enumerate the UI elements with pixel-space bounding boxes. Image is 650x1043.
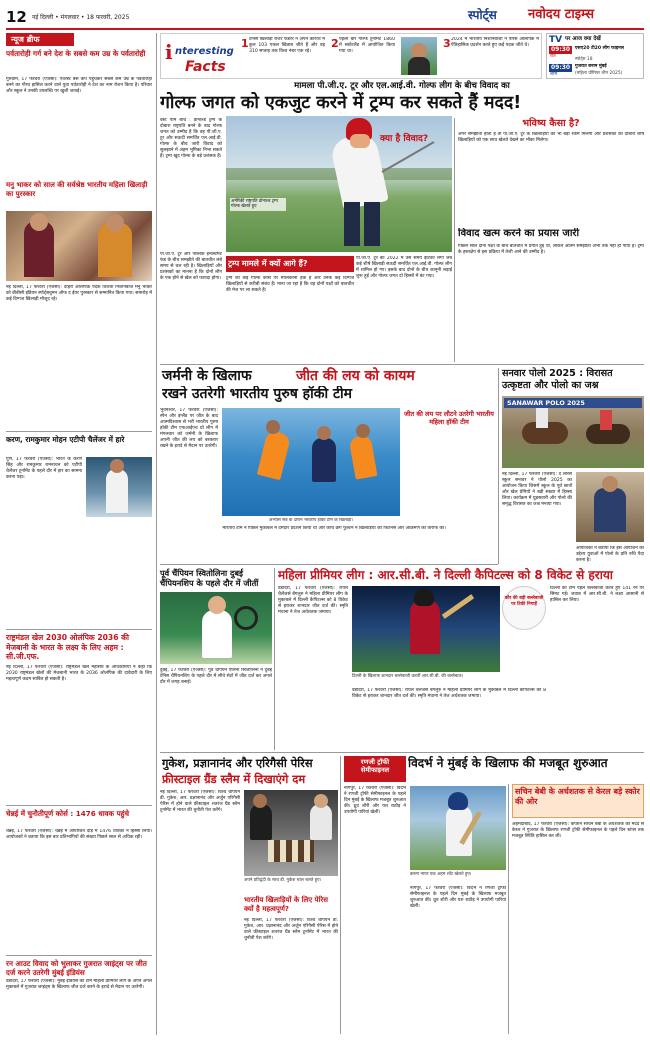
chess-headline-2: फ्रीस्टाइल ग्रैंड स्लैम में दिखाएंगे दम [162, 772, 306, 786]
hockey-photo [222, 408, 400, 516]
fact-number: 1 [241, 37, 249, 50]
brief-headline: रन आउट विवाद को भुलाकर गुजरात जाइंट्स पर जीत दर्ज करने उतरेगी मुंबई इंडियंस [6, 959, 147, 977]
chess-body-2: नई दिल्ली, 17 फरवरी (एजेंसी): विश्व चैंपियन डी. गुकेश, आर. प्रज्ञानानंद और अर्जुन एरिगैसी पेरिस में होने वाले फ्रीस्टाइल शतरंज ग्रैंड स्लैम टूर्नामेंट में भारत की चुनौती पेश करेंगे। [244, 918, 338, 941]
what-is-dispute-body: पी.जी.ए. टूर को 2022 में उस समय झटका लगा जब कई शीर्ष खिलाड़ी सऊदी समर्थित एल.आई.वी. गोल्फ लीग में शामिल हो गए। इसके बाद दोनों के बीच कानूनी लड़ाई शुरू हुई और गोल्फ जगत दो हिस्सों में बंट गया। [356, 256, 452, 279]
chess-photo [244, 790, 338, 876]
tv-label: TV [549, 35, 563, 45]
page-number: 12 [6, 8, 27, 26]
end-title: विवाद खत्म करने का प्रयास जारी [458, 228, 580, 239]
karan-singh-photo [86, 457, 152, 517]
ranji-body: नागपुर, 17 फरवरी (एजेंसी): विदर्भ ने रणजी ट्रॉफी सेमीफाइनल के पहले दिन मुंबई के खिलाफ मजबूत शुरुआत की। ध्रुव शौरी और यश राठौड़ ने उपयोगी पारियां खेलीं। [344, 786, 406, 815]
fact-text: 2024 में भारतीय निशानेबाजों ने पेरिस ओलंपिक में ऐतिहासिक प्रदर्शन करते हुए कई पदक जीते थे। [451, 37, 539, 48]
polo-body-2: आयोजकों ने बताया कि इस आयोजन का उद्देश्य युवाओं में पोलो के प्रति रुचि पैदा करना है। [576, 546, 644, 563]
tv-guide [546, 33, 644, 79]
polo-body: नई दिल्ली, 17 फरवरी (एजेंसी): द लॉरेंस स्कूल सनावर ने पोलो 2025 का आयोजन किया जिसमें स्कूल के पूर्व छात्रों और खेल प्रेमियों ने बड़ी संख्या में हिस्सा लिया। कार्यक्रम में घुड़सवारी और पोलो की समृद्ध विरासत का जश्न मनाया गया। [502, 472, 572, 507]
hockey-caption: अभ्यास सत्र के दौरान भारतीय हॉकी टीम के खिलाड़ी। [268, 518, 354, 523]
ranji-headline: विदर्भ ने मुंबई के खिलाफ की मजबूत शुरुआत [408, 756, 608, 770]
hockey-body-2: भारतीय टीम ने पिछले मुकाबले में दमदार प्रदर्शन किया था और कोच क्रेग फुल्टन ने खिलाड़ियों की फिटनेस और आक्रमण की तारीफ की। [222, 526, 446, 531]
ranji-photo [410, 786, 506, 870]
golf-kicker: मामला पी.जी.ए. टूर और एल.आई.वी. गोल्फ लीग के बीच विवाद का [294, 81, 510, 91]
brief-body: गुरुग्राम, 17 फरवरी (एजेंसी): एवरेस्ट बेस कैंप पहुंचकर सबसे कम उम्र के पर्वतारोही बनने का गौरव हासिल करने वाले युवा पर्वतारोही ने देश का नाम रोशन किया है। परिवार और स्कूल ने उनकी उपलब्धि पर खुशी जताई। [6, 77, 152, 94]
brief-headline: करण, रामकुमार मोहन एटीपी चैलेंजर में हारे [6, 435, 125, 444]
dubai-body: दुबई, 17 फरवरी (एजेंसी): पूर्व चैंपियन एलिना स्वितोलिना ने दुबई टेनिस चैंपियनशिप के पहले दौर में सीधे सेटों में जीत दर्ज कर अगले दौर में जगह बनाई। [160, 668, 272, 685]
fact-number: 3 [443, 37, 451, 50]
wpl-headline: महिला प्रीमियर लीग : आर.सी.बी. ने दिल्ली कैपिटल्स को 8 विकेट से हराया [278, 568, 613, 582]
end-body: पिछले साल दोनों पक्षों के बीच बातचीत में प्रगति हुई थी, लेकिन अंतिम समझौता अभी तक नहीं हो पाया है। ट्रम्प के हस्तक्षेप से इस प्रक्रिया में तेजी आने की उम्मीद है। [458, 244, 644, 255]
chess-caption: अपने प्रतिद्वंदी के साथ डी. गुकेश चाल चलते हुए। [244, 878, 322, 883]
brief-body: नई दिल्ली, 17 फरवरी (एजेंसी): दोहरी ओलंपिक पदक विजेता निशानेबाज मनु भाकर को बीबीसी इंडियन स्पोर्ट्सवुमन ऑफ द ईयर पुरस्कार से सम्मानित किया गया। समारोह में कई दिग्गज खिलाड़ी मौजूद रहे। [6, 285, 152, 302]
brief-headline: मनु भाकर को साल की सर्वश्रेष्ठ भारतीय महिला खिलाड़ी का पुरस्कार [6, 181, 148, 198]
dubai-headline: पूर्व चैंपियन स्वितोलिना दुबई चैंपियनशिप के पहले दौर में जीतीं [160, 568, 259, 588]
svitolina-photo [160, 592, 272, 664]
brief-headline: चेन्नई में चुनौतीपूर्ण कोर्स : 1476 धावक पहुंचे [6, 809, 130, 818]
news-brief-title: न्यूज ब्रीफ [6, 33, 74, 46]
golf-body: पी.जी.ए. टूर और पब्लिक इन्वेस्टमेंट फंड के बीच समझौते की बातचीत लंबे समय से चल रही है। खिलाड़ियों और प्रशंसकों का मानना है कि दोनों लीग के एक होने से खेल को फायदा होगा। [160, 252, 222, 281]
interesting-facts [160, 33, 542, 79]
fact-number: 2 [331, 37, 339, 50]
future-title: भविष्य कैसा है? [522, 118, 580, 129]
brief-body: वडोदरा, 17 फरवरी (एजेंसी): मुंबई इंडियंस की टीम महिला प्रीमियर लीग के अपने अगले मुकाबले में गुजरात जाइंट्स के खिलाफ जीत दर्ज करने के इरादे से मैदान पर उतरेगी। [6, 979, 152, 990]
polo-banner: SANAWAR POLO 2025 [504, 398, 642, 408]
chess-body: नई दिल्ली, 17 फरवरी (एजेंसी): विश्व चैंपियन डी. गुकेश, आर. प्रज्ञानानंद और अर्जुन एरिगैसी पेरिस में होने वाले फ्रीस्टाइल शतरंज ग्रैंड स्लैम टूर्नामेंट में भारत की चुनौती पेश करेंगे। [160, 790, 240, 813]
golf-body-3: ट्रम्प का कई गोल्फ कोर्स पर मालिकाना हक है और उनके कई दिग्गज खिलाड़ियों से करीबी संबंध हैं। माना जा रहा है कि वह दोनों पक्षों को बातचीत की मेज पर ला सकते हैं। [226, 276, 354, 293]
hockey-inset: जीत की लय पर लौटने उतरेगी भारतीय महिला हॉकी टीम [404, 410, 494, 426]
golf-intro: वेस्ट पॉम बीच : डोनाल्ड ट्रम्प के दोबारा राष्ट्रपति बनने के बाद गोल्फ जगत को उम्मीद है कि वह पी.जी.ए. टूर और सऊदी समर्थित एल.आई.वी. गोल्फ के बीच जारी विवाद को सुलझाने में अहम भूमिका निभा सकते हैं। ट्रम्प खुद गोल्फ के बड़े प्रशंसक हैं। [160, 118, 222, 159]
tv-show: एसए20 टी20 लीग फाइनल [575, 46, 624, 51]
wpl-body-3: वडोदरा, 17 फरवरी (एजेंसी): रॉयल चैलेंजर्स बेंगलुरु ने महिला प्रीमियर लीग के मुकाबले में दिल्ली कैपिटल्स को 8 विकेट से हराकर शानदार जीत दर्ज की। स्मृति मंधाना ने तेज अर्धशतक जमाया। [352, 688, 546, 699]
future-body: अगर समझौता होता है तो पी.जी.ए. टूर के खिलाड़ियों को भी बड़ी रकम मिलेगी और प्रशंसकों को दोबारा शीर्ष खिलाड़ियों को एक साथ खेलते देखने का मौका मिलेगा। [458, 132, 644, 143]
tv-network: (महिला प्रीमियर लीग 2025) [575, 71, 623, 76]
ranji-label: रणजी ट्रॉफी सेमीफाइनल [360, 758, 390, 774]
tv-heading: पर आज क्या देखें [565, 36, 601, 42]
sachin-headline: सचिन बेबी के अर्धशतक से केरल बड़े स्कोर की ओर [515, 787, 640, 806]
tv-period: शाम [550, 72, 558, 77]
hockey-headline-l1a: जर्मनी के खिलाफ [162, 368, 252, 384]
wpl-body: वडोदरा, 17 फरवरी (एजेंसी): रॉयल चैलेंजर्स बेंगलुरु ने महिला प्रीमियर लीग के मुकाबले में दिल्ली कैपिटल्स को 8 विकेट से हराकर शानदार जीत दर्ज की। स्मृति मंधाना ने तेज अर्धशतक जमाया। [278, 586, 348, 615]
sachin-body: अहमदाबाद, 17 फरवरी (एजेंसी): कप्तान सचिन बेबी के अर्धशतक की मदद से केरल ने गुजरात के खिलाफ रणजी ट्रॉफी सेमीफाइनल के पहले दिन स्टंप्स तक मजबूत स्थिति हासिल कर ली। [512, 822, 644, 839]
ranji-caption: करुण नायर एक अहम शॉट खेलते हुए। [410, 872, 472, 877]
tv-time: 09:30 [551, 46, 571, 53]
facts-title-suffix: Facts [185, 59, 226, 75]
polo-headline: सनवार पोलो 2025 : विरासत उत्कृष्टता और पोलो का जश्न [502, 368, 613, 391]
hockey-body: भुवनेश्वर, 17 फरवरी (एजेंसी): स्पेन और इंग्लैंड पर जीत के बाद आत्मविश्वास से भरी भारतीय पुरुष हॉकी टीम एफआईएच प्रो लीग में मंगलवार को जर्मनी के खिलाफ अपनी जीत की लय को बरकरार रखने के इरादे से मैदान पर उतरेगी। [160, 408, 218, 449]
wpl-inset-text: कौर की बड़ी बल्लेबाजी पर टिकी निगाहें [504, 596, 544, 607]
fact-text: पहली बार गोल्फ टूर्नामेंट 1860 में स्कॉटलैंड में आयोजित किया गया था। [339, 37, 395, 54]
brief-headline: पर्वतारोही गर्ग बने देश के सबसे कम उम्र के पर्वतारोही [6, 49, 146, 58]
golf-photo-caption: अमेरिकी राष्ट्रपति डोनाल्ड ट्रम्प गोल्फ खेलते हुए [230, 198, 286, 211]
news-brief-column [6, 33, 154, 1035]
tv-network: स्पोर्ट्स 18 [575, 57, 593, 62]
brief-body: चेन्नई, 17 फरवरी (एजेंसी): चेन्नई में आयोजित दौड़ में 1476 धावकों ने हिस्सा लिया। आयोजकों ने बताया कि इस बार प्रतिभागियों की संख्या पिछले साल से अधिक रही। [6, 829, 152, 840]
manu-bhaker-photo [6, 211, 152, 281]
facts-title-i: i [165, 40, 173, 64]
brief-body: पुणे, 17 फरवरी (एजेंसी): भारत के करण सिंह और रामकुमार रामनाथन को एटीपी चैलेंजर टूर्नामेंट के पहले दौर में हार का सामना करना पड़ा। [6, 457, 82, 480]
polo-photo-2 [576, 472, 644, 542]
wpl-body-2: दिल्ली की टीम पहले बल्लेबाजी करते हुए 141 रन पर सिमट गई। जवाब में आर.सी.बी. ने लक्ष्य आसानी से हासिल कर लिया। [550, 586, 644, 603]
hockey-headline-l2: रखने उतरेगी भारतीय पुरुष हॉकी टीम [162, 386, 353, 402]
golfer-thumb [401, 37, 437, 75]
brief-body: नई दिल्ली, 17 फरवरी (एजेंसी): राष्ट्रमंडल खेल महासंघ के अधिकारियों ने कहा कि 2030 राष्ट्रमंडल खेलों की मेजबानी भारत के 2036 ओलंपिक की दावेदारी के लिए महत्वपूर्ण कदम साबित हो सकती है। [6, 665, 152, 682]
dateline: नई दिल्ली • मंगलवार • 18 फरवरी, 2025 [32, 14, 130, 21]
wpl-inset [502, 586, 546, 630]
ranji-body-2: नागपुर, 17 फरवरी (एजेंसी): विदर्भ ने रणजी ट्रॉफी सेमीफाइनल के पहले दिन मुंबई के खिलाफ मजबूत शुरुआत की। ध्रुव शौरी और यश राठौड़ ने उपयोगी पारियां खेलीं। [410, 886, 506, 909]
fact-text: टेनिस खिलाड़ी रोजर फेडरर ने अपने करियर में कुल 103 एकल खिताब जीते हैं और वह 310 सप्ताह तक विश्व नंबर एक रहे। [249, 37, 325, 54]
hockey-headline-l1b: जीत की लय को कायम [296, 368, 415, 384]
section-label: स्पोर्ट्स [468, 8, 497, 22]
brief-headline: राष्ट्रमंडल खेल 2030 ओलंपिक 2036 की मेजबानी के भारत के लक्ष्य के लिए अहम : सी.जी.एफ. [6, 633, 129, 661]
masthead [6, 6, 644, 30]
golf-sub-question: ट्रम्प मामले में क्यों आगे हैं? [228, 259, 308, 268]
what-is-dispute-title: क्या है विवाद? [379, 134, 429, 144]
wpl-photo [352, 586, 500, 672]
polo-photo [502, 396, 644, 468]
brand-logo: नवोदय टाइम्स [528, 7, 595, 22]
chess-sub: भारतीय खिलाड़ियों के लिए पेरिस क्यों है महत्वपूर्ण? [244, 896, 328, 913]
facts-title: nteresting [175, 46, 234, 57]
tv-period: रात [550, 54, 556, 59]
chess-headline-1: गुकेश, प्रज्ञानानंद और एरिगैसी पेरिस [162, 756, 313, 770]
tv-show: गुजरात बनाम मुंबई [575, 64, 607, 69]
golf-headline: गोल्फ जगत को एकजुट करने में ट्रम्प कर सकते हैं मदद! [160, 93, 522, 113]
wpl-caption: दिल्ली के खिलाफ शानदार बल्लेबाजी करतीं आर.सी.बी. की बल्लेबाज। [352, 674, 464, 679]
tv-time: 09:30 [551, 64, 571, 71]
